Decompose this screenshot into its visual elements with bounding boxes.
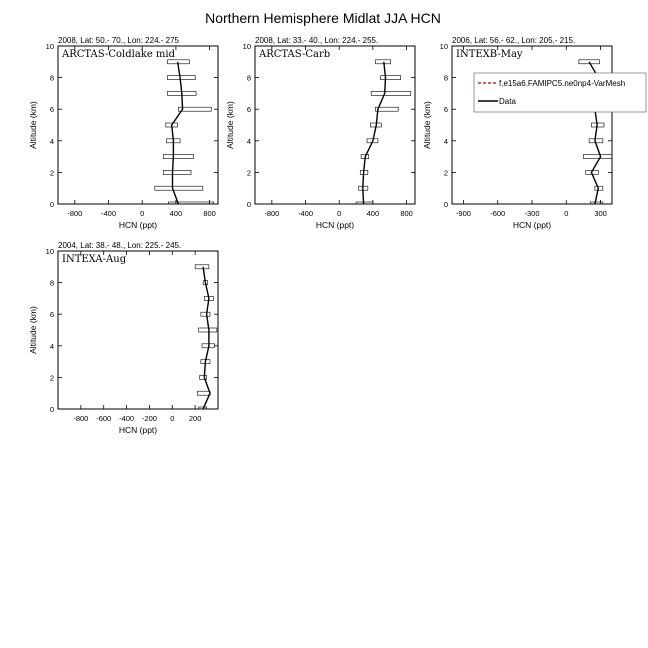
x-tick-label: 400 <box>366 209 380 218</box>
data-profile-line <box>172 62 183 204</box>
x-tick-label: -800 <box>264 209 280 218</box>
y-tick-label: 6 <box>49 310 54 320</box>
y-tick-label: 8 <box>49 278 54 288</box>
range-box <box>163 170 191 174</box>
range-box <box>199 328 217 332</box>
x-tick-label: 0 <box>337 209 342 218</box>
y-tick-label: 0 <box>443 200 448 209</box>
y-axis-label: Altitude (km) <box>28 306 38 354</box>
chart-panel-4 <box>28 241 218 435</box>
y-tick-label: 10 <box>242 42 251 51</box>
range-box <box>583 155 614 159</box>
y-tick-label: 0 <box>49 405 54 414</box>
y-tick-label: 2 <box>246 168 251 178</box>
y-tick-label: 10 <box>45 42 54 51</box>
figure-title: Northern Hemisphere Midlat JJA HCN <box>205 10 441 26</box>
x-tick-label: 0 <box>170 414 175 423</box>
y-tick-label: 4 <box>49 136 54 146</box>
x-tick-label: -800 <box>67 209 83 218</box>
y-tick-label: 6 <box>246 105 251 115</box>
range-box <box>197 391 210 395</box>
x-tick-label: -600 <box>96 414 112 423</box>
y-tick-label: 6 <box>49 105 54 115</box>
data-profile-line <box>203 267 210 409</box>
y-axis-label: Altitude (km) <box>422 101 432 149</box>
x-axis-label: HCN (ppt) <box>118 425 158 435</box>
data-profile-line <box>363 62 386 204</box>
y-tick-label: 10 <box>45 247 54 256</box>
x-axis-label: HCN (ppt) <box>512 220 552 230</box>
data-area <box>356 60 411 206</box>
y-tick-label: 0 <box>49 200 54 209</box>
x-axis-label: HCN (ppt) <box>118 220 158 230</box>
chart-panel-3 <box>422 36 614 230</box>
panel-label: INTEXA-Aug <box>62 254 127 265</box>
y-tick-label: 10 <box>439 42 448 51</box>
plot-frame <box>58 251 218 409</box>
x-tick-label: 300 <box>594 209 607 218</box>
range-box <box>380 76 400 80</box>
y-tick-label: 2 <box>49 373 54 383</box>
panel-label: ARCTAS-Carb <box>259 49 331 60</box>
legend <box>474 73 646 112</box>
panel-subtitle: 2008, Lat: 33.- 40., Lon: 224.- 255. <box>255 36 379 45</box>
plot-frame <box>255 46 415 204</box>
range-box <box>201 312 210 316</box>
x-tick-label: -400 <box>119 414 135 423</box>
x-tick-label: -400 <box>101 209 117 218</box>
y-tick-label: 8 <box>246 73 251 83</box>
legend-entry: f.e15a6.FAMIPC5.ne0np4-VarMesh <box>499 79 626 88</box>
y-axis-label: Altitude (km) <box>225 101 235 149</box>
range-box <box>375 60 390 64</box>
panel-subtitle: 2004, Lat: 38.- 48., Lon: 225.- 245. <box>58 241 182 250</box>
x-tick-label: 800 <box>400 209 413 218</box>
range-box <box>371 91 411 95</box>
plot-frame <box>58 46 218 204</box>
range-box <box>163 155 193 159</box>
panel-label: ARCTAS-Coldlake mid <box>62 49 176 60</box>
y-axis-label: Altitude (km) <box>28 101 38 149</box>
chart-panel-2 <box>225 36 415 230</box>
x-tick-label: 200 <box>188 414 202 423</box>
x-axis-label: HCN (ppt) <box>315 220 355 230</box>
x-tick-label: 0 <box>140 209 145 218</box>
x-tick-label: 800 <box>203 209 216 218</box>
panel-label: INTEXB-May <box>456 49 523 60</box>
x-tick-label: -600 <box>490 209 506 218</box>
x-tick-label: -300 <box>524 209 540 218</box>
range-box <box>155 186 203 190</box>
x-tick-label: 0 <box>564 209 569 218</box>
y-tick-label: 4 <box>443 136 448 146</box>
panel-subtitle: 2006, Lat: 56.- 62., Lon: 205.- 215. <box>452 36 576 45</box>
y-tick-label: 8 <box>49 73 54 83</box>
x-tick-label: 400 <box>169 209 183 218</box>
x-tick-label: -400 <box>298 209 314 218</box>
y-tick-label: 2 <box>49 168 54 178</box>
data-area <box>155 60 214 206</box>
legend-entry: Data <box>499 97 516 106</box>
data-area <box>195 265 217 411</box>
y-tick-label: 2 <box>443 168 448 178</box>
plot-frame <box>452 46 612 204</box>
x-tick-label: -900 <box>455 209 471 218</box>
y-tick-label: 8 <box>443 73 448 83</box>
range-box <box>167 76 195 80</box>
range-box <box>178 107 211 111</box>
x-tick-label: -800 <box>73 414 89 423</box>
chart-panel-1 <box>28 36 218 230</box>
y-tick-label: 4 <box>246 136 251 146</box>
range-box <box>195 265 209 269</box>
panel-subtitle: 2008, Lat: 50.- 70., Lon: 224.- 275 <box>58 36 179 45</box>
y-tick-label: 0 <box>246 200 251 209</box>
y-tick-label: 6 <box>443 105 448 115</box>
x-tick-label: -200 <box>141 414 157 423</box>
y-tick-label: 4 <box>49 341 54 351</box>
